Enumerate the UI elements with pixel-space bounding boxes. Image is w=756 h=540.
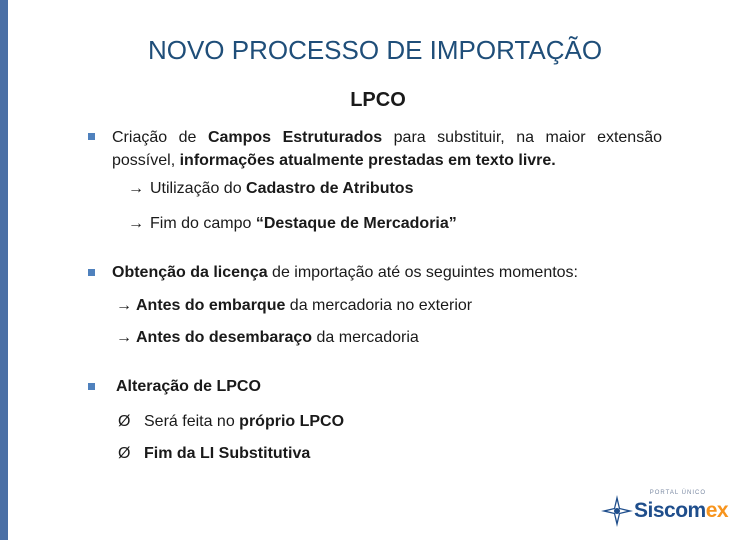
bullet-1-sub-2 (128, 213, 457, 235)
bullet-2-text-b: de importação até os seguintes momentos: (267, 264, 578, 281)
arrow-right-icon: → (128, 215, 144, 232)
bullet-2-text (112, 262, 578, 284)
logo-star-center (614, 508, 620, 514)
logo-word-b: ex (705, 499, 729, 522)
logo-wordmark (634, 498, 728, 524)
bullet-3-sub-1 (118, 411, 344, 433)
bullet-3-text (116, 376, 261, 398)
arrowhead-icon: Ø (118, 445, 131, 462)
bullet-3-sub-2-a: Fim da LI Substitutiva (144, 445, 311, 462)
star-compass-icon (600, 494, 634, 528)
bullet-1-text-d: informações atualmente prestadas em texto livre. (179, 152, 556, 169)
bullet-1-sub-1-b: Cadastro de Atributos (246, 180, 414, 197)
bullet-3-sub-1-b: próprio LPCO (239, 413, 345, 430)
bullet-2-sub-1-b: da mercadoria no exterior (285, 297, 473, 314)
arrow-right-icon: → (116, 329, 132, 346)
bullet-3-sub-1-a: Será feita no (144, 413, 240, 430)
bullet-1-text-c: para substituir, na maior extensão possível, (112, 129, 663, 169)
bullet-square-icon (88, 383, 95, 390)
bullet-2-text-a: Obtenção da licença (112, 264, 268, 281)
bullet-1-sub-2-a: Fim do campo (150, 215, 256, 232)
arrowhead-icon: Ø (118, 413, 131, 430)
logo-word-a: Siscom (634, 499, 706, 522)
left-accent-bar (0, 0, 8, 540)
bullet-3-sub-2 (118, 443, 310, 465)
bullet-1-sub-2-b: “Destaque de Mercadoria” (255, 215, 457, 232)
siscomex-logo (600, 488, 729, 532)
slide-subtitle: LPCO (350, 89, 406, 111)
bullet-1-sub-1 (128, 178, 413, 200)
bullet-2-sub-1 (116, 295, 472, 317)
bullet-1-text-a: Criação de (112, 129, 208, 146)
bullet-1-text-b: Campos Estruturados (207, 129, 383, 146)
bullet-2-sub-1-a: Antes do embarque (136, 297, 286, 314)
bullet-square-icon (88, 133, 95, 140)
bullet-1-text (112, 126, 662, 172)
bullet-2-sub-2-b: da mercadoria (312, 329, 419, 346)
bullet-square-icon (88, 269, 95, 276)
bullet-1-sub-1-a: Utilização do (150, 180, 247, 197)
bullet-2-sub-2-a: Antes do desembaraço (136, 329, 313, 346)
arrow-right-icon: → (116, 297, 132, 314)
bullet-3-text-a: Alteração de LPCO (116, 378, 261, 395)
slide-title: NOVO PROCESSO DE IMPORTAÇÃO (147, 35, 603, 65)
arrow-right-icon: → (128, 180, 144, 197)
logo-tagline: PORTAL ÚNICO (649, 490, 706, 496)
bullet-2-sub-2 (116, 327, 419, 349)
